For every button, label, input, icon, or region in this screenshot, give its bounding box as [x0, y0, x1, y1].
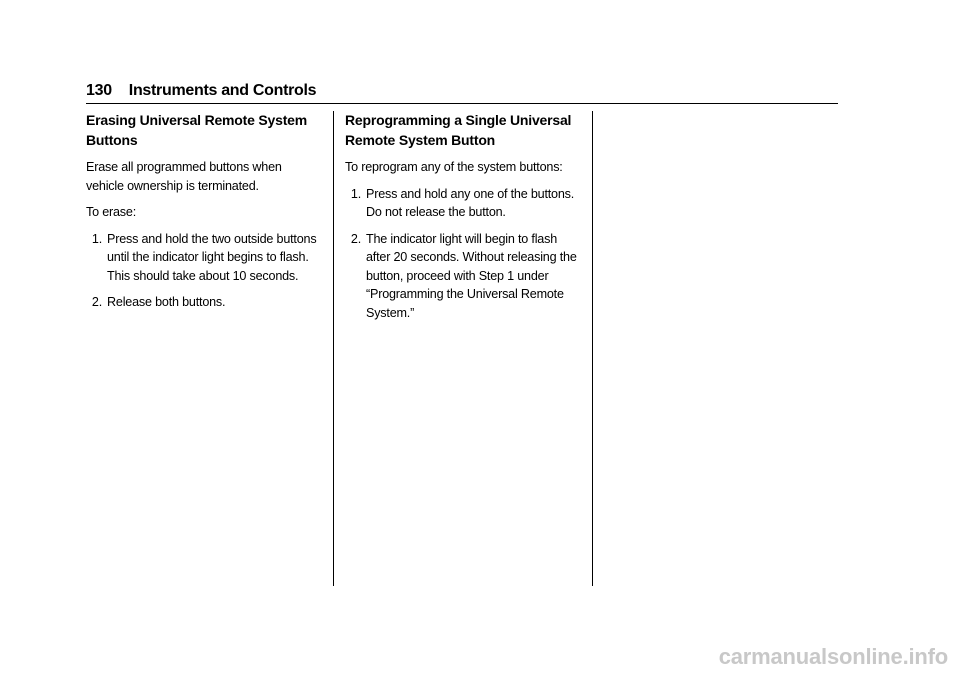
- step-item: [345, 185, 579, 222]
- erasing-lead: To erase:: [86, 205, 137, 219]
- page-header: [86, 82, 316, 104]
- step-number: 1.: [350, 186, 361, 201]
- erasing-heading: Erasing Universal Remote System Buttons: [86, 112, 308, 148]
- step-text: Release both buttons.: [107, 295, 226, 309]
- reprogramming-heading: Reprogramming a Single Universal Remote System Button: [345, 112, 572, 148]
- step-item: [345, 230, 579, 323]
- step-text: Press and hold the two outside buttons until the indicator light begins to flash. This should take about 10 seconds.: [107, 231, 317, 283]
- middle-column: [345, 110, 579, 330]
- section-title: Instruments and Controls: [128, 82, 317, 99]
- step-number: 2.: [350, 231, 361, 246]
- step-item: [86, 230, 320, 286]
- header-rule: [86, 103, 838, 104]
- step-number: 2.: [91, 295, 102, 309]
- erasing-intro: Erase all programmed buttons when vehicle ownership is terminated.: [86, 160, 282, 193]
- step-item: [86, 293, 320, 312]
- step-text: Press and hold any one of the buttons. Do not release the button.: [366, 186, 575, 219]
- erasing-steps: [86, 230, 320, 312]
- column-divider-right: [592, 111, 593, 586]
- step-text: The indicator light will begin to flash after 20 seconds. Without releasing the button, proceed with Step 1 under “Programming the Universal Remote System.”: [366, 231, 577, 320]
- reprogramming-intro: To reprogram any of the system buttons:: [345, 160, 563, 174]
- page-number: 130: [86, 82, 112, 99]
- reprogramming-steps: [345, 185, 579, 323]
- column-divider-left: [333, 111, 334, 586]
- left-column: [86, 110, 320, 320]
- step-number: 1.: [91, 231, 102, 246]
- watermark: carmanualsonline.info: [718, 644, 948, 669]
